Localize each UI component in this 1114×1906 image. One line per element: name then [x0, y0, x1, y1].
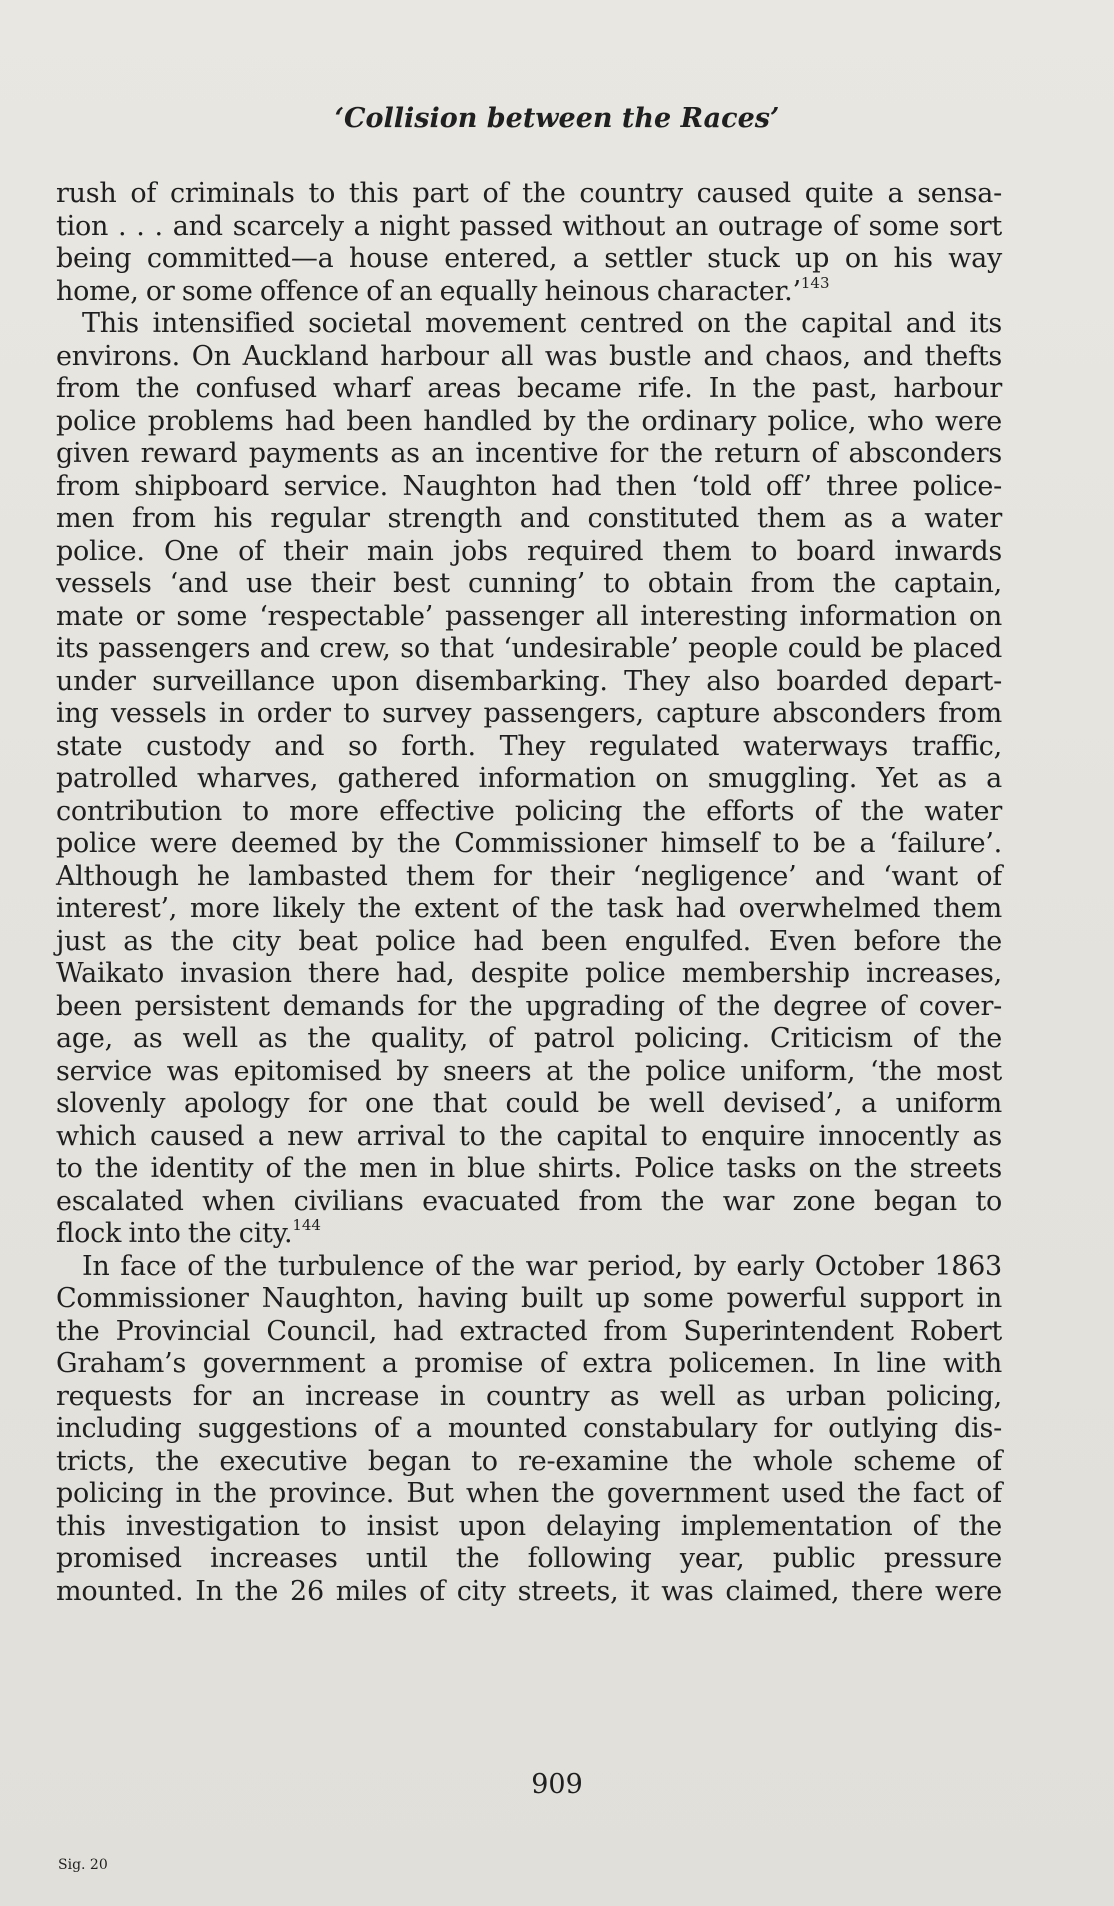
text-line: promised increases until the following year, public pressure: [56, 1543, 1002, 1574]
footnote-reference: 144: [292, 1216, 321, 1234]
text-line: state custody and so forth. They regulated waterways traffic,: [56, 730, 1002, 762]
text-line: This intensified societal movement centred on the capital and its: [82, 308, 1002, 339]
text-line: flock into the city.$^{144}$: [56, 1216, 321, 1249]
paragraph: [56, 178, 1002, 308]
text-line: this investigation to insist upon delaying implementation of the: [56, 1510, 1002, 1542]
signature-mark: Sig. 20: [58, 1857, 108, 1873]
text-line: contribution to more effective policing the efforts of the water: [56, 795, 1002, 827]
text-line: been persistent demands for the upgrading of the degree of cover-: [56, 990, 1002, 1022]
footnote-reference: 143: [800, 273, 830, 292]
text-line: police. One of their main jobs required them to board inwards: [56, 535, 1002, 567]
text-line: police were deemed by the Commissioner himself to be a ‘failure’.: [56, 828, 1002, 859]
text-line: requests for an increase in country as well as urban policing,: [56, 1380, 1002, 1412]
text-line: including suggestions of a mounted constabulary for outlying dis-: [56, 1413, 1002, 1444]
text-line: men from his regular strength and constituted them as a water: [56, 503, 1002, 534]
text-line: slovenly apology for one that could be well devised’, a uniform: [56, 1088, 1002, 1119]
text-line: which caused a new arrival to the capital to enquire innocently as: [56, 1120, 1002, 1152]
text-line: policing in the province. But when the government used the fact of: [56, 1478, 1002, 1509]
paragraph: [56, 1251, 1002, 1609]
text-line: home, or some offence of an equally heinous character.’$^{143}$: [56, 273, 830, 307]
text-line: escalated when civilians evacuated from the war zone began to: [56, 1185, 1002, 1217]
text-line: patrolled wharves, gathered information on smuggling. Yet as a: [56, 763, 1002, 794]
text-line: given reward payments as an incentive for the return of absconders: [56, 438, 1002, 469]
text-line: service was epitomised by sneers at the police uniform, ‘the most: [56, 1055, 1002, 1087]
text-line: environs. On Auckland harbour all was bustle and chaos, and thefts: [56, 340, 1002, 372]
text-line: mate or some ‘respectable’ passenger all interesting information on: [56, 600, 1002, 632]
text-line: age, as well as the quality, of patrol policing. Criticism of the: [56, 1023, 1002, 1054]
text-line: ing vessels in order to survey passengers, capture absconders from: [56, 698, 1002, 729]
text-line: under surveillance upon disembarking. They also boarded depart-: [56, 665, 1002, 697]
text-line: mounted. In the 26 miles of city streets, it was claimed, there were: [56, 1575, 1002, 1607]
text-line: Commissioner Naughton, having built up some powerful support in: [56, 1283, 1002, 1314]
paragraph: [56, 308, 1002, 1251]
text-line: being committed—a house entered, a settler stuck up on his way: [56, 243, 1002, 274]
text-line: rush of criminals to this part of the country caused quite a sensa-: [56, 178, 1002, 209]
text-line: from shipboard service. Naughton had then ‘told off’ three police-: [56, 470, 1002, 502]
text-line: In face of the turbulence of the war period, by early October 1863: [82, 1250, 1002, 1282]
text-line: Waikato invasion there had, despite police membership increases,: [56, 958, 1002, 989]
body-text: [56, 178, 1002, 1608]
text-line: vessels ‘and use their best cunning’ to obtain from the captain,: [56, 568, 1002, 599]
text-line: Although he lambasted them for their ‘negligence’ and ‘want of: [56, 860, 1002, 892]
running-head: ‘Collision between the Races’: [334, 103, 780, 134]
page-number: 909: [531, 1769, 583, 1800]
text-line: tricts, the executive began to re-examine the whole scheme of: [56, 1445, 1002, 1477]
text-line: its passengers and crew, so that ‘undesirable’ people could be placed: [56, 633, 1002, 664]
text-line: Graham’s government a promise of extra policemen. In line with: [56, 1348, 1002, 1379]
text-line: just as the city beat police had been engulfed. Even before the: [56, 925, 1002, 957]
text-line: police problems had been handled by the ordinary police, who were: [56, 405, 1002, 437]
text-line: from the confused wharf areas became rife. In the past, harbour: [56, 373, 1002, 404]
text-line: the Provincial Council, had extracted from Superintendent Robert: [56, 1315, 1002, 1347]
text-line: to the identity of the men in blue shirts. Police tasks on the streets: [56, 1153, 1002, 1184]
text-line: interest’, more likely the extent of the task had overwhelmed them: [56, 893, 1002, 924]
text-line: tion . . . and scarcely a night passed without an outrage of some sort: [56, 210, 1002, 242]
